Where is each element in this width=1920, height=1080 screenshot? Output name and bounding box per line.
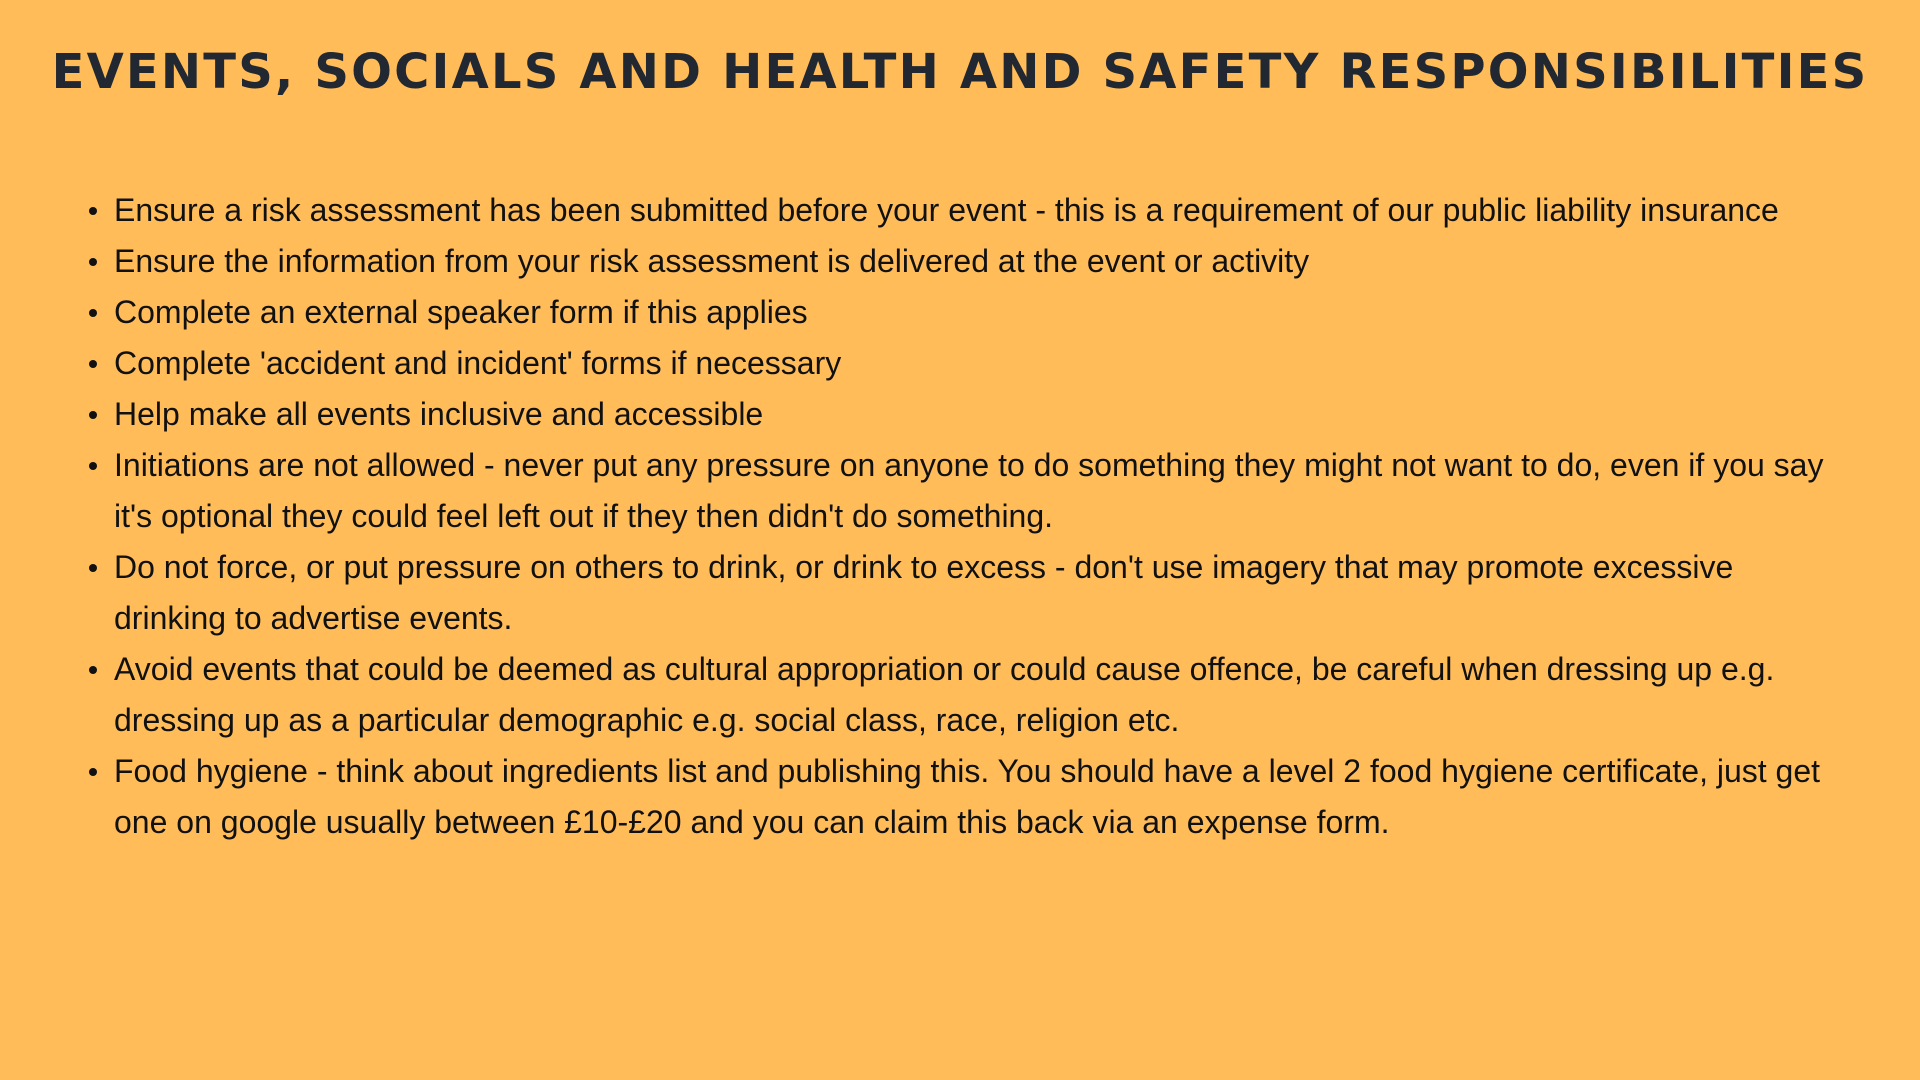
list-item [80,440,1840,542]
bullet-icon [89,666,97,674]
bullet-icon [89,411,97,419]
bullet-icon [89,207,97,215]
list-item [80,542,1840,644]
list-item [80,185,1840,236]
list-item-text: Food hygiene - think about ingredients list and publishing this. You should have a level 2 food hygiene certificate, just get one on google usually between £10-£20 and you can claim this back via an expense form. [114,753,1821,840]
bullet-icon [89,309,97,317]
list-item-text: Do not force, or put pressure on others to drink, or drink to excess - don't use imagery that may promote excessive drinking to advertise events. [114,549,1734,636]
bullet-icon [89,768,97,776]
bullet-icon [89,360,97,368]
bullet-icon [89,564,97,572]
list-item-text: Complete 'accident and incident' forms if necessary [114,345,842,381]
list-item [80,287,1840,338]
list-item [80,389,1840,440]
list-item [80,236,1840,287]
responsibilities-list [80,185,1840,848]
list-item-text: Ensure the information from your risk assessment is delivered at the event or activity [114,243,1310,279]
list-item [80,338,1840,389]
list-item [80,644,1840,746]
list-item [80,746,1840,848]
bullet-icon [89,462,97,470]
page-title: EVENTS, SOCIALS AND HEALTH AND SAFETY RESPONSIBILITIES [51,44,1869,100]
list-item-text: Ensure a risk assessment has been submitted before your event - this is a requirement of our public liability insurance [114,192,1779,228]
list-item-text: Help make all events inclusive and accessible [114,396,764,432]
list-item-text: Avoid events that could be deemed as cultural appropriation or could cause offence, be careful when dressing up e.g. dressing up as a particular demographic e.g. social class, race, religion etc. [114,651,1775,738]
list-item-text: Complete an external speaker form if this applies [114,294,808,330]
list-item-text: Initiations are not allowed - never put any pressure on anyone to do something they might not want to do, even if you say it's optional they could feel left out if they then didn't do something. [114,447,1824,534]
bullet-icon [89,258,97,266]
